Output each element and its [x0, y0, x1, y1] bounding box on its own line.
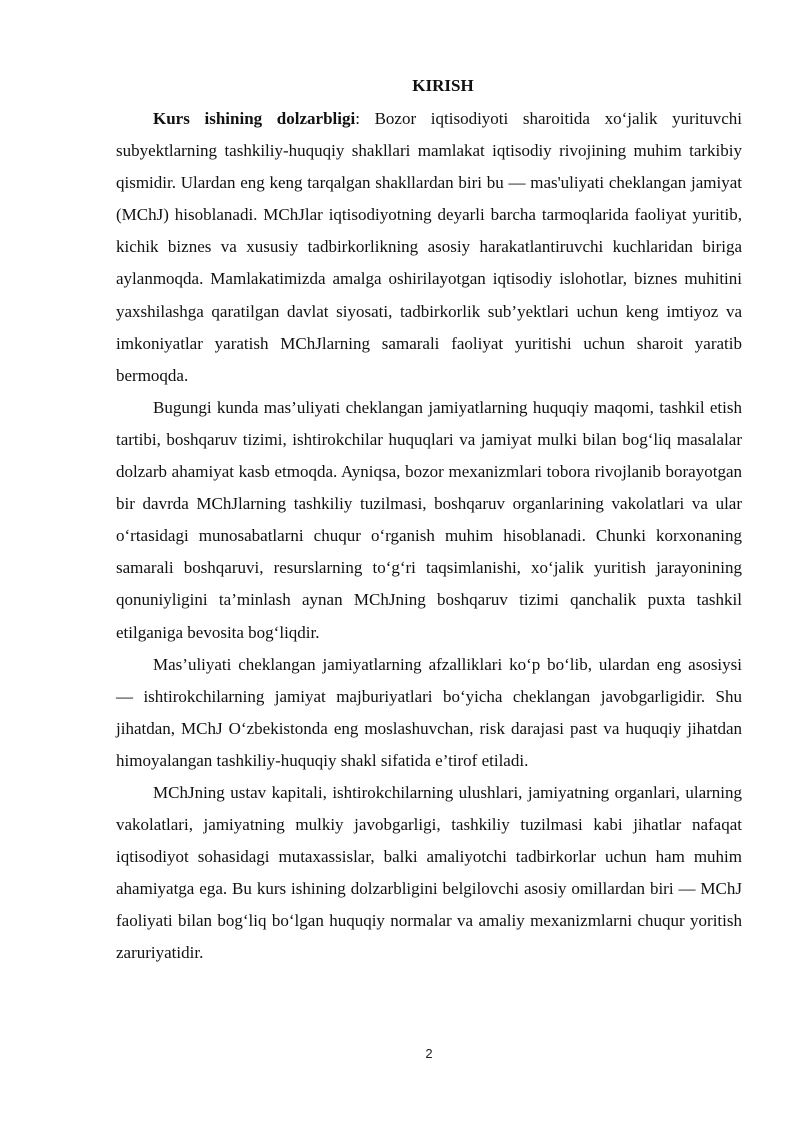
page-number: 2: [425, 1046, 433, 1061]
paragraph-legal-status: [116, 392, 742, 649]
paragraph-advantages: [116, 649, 742, 777]
paragraph-text: : Bozor iqtisodiyoti sharoitida xo‘jalik yurituvchi subyektlarning tashkiliy-huquqiy shakllari mamlakat iqtisodiy rivojining muhim tarkibiy qismidir. Ulardan eng keng tarqalgan shakllardan biri bu — mas'uliyati cheklangan jamiyat (MChJ) hisoblanadi. MChJlar iqtisodiyotning deyarli barcha tarmoqlarida faoliyat yuritib, kichik biznes va xususiy tadbirkorlikning asosiy harakatlantiruvchi kuchlaridan biriga aylanmoqda. Mamlakatimizda amalga oshirilayotgan iqtisodiy islohotlar, biznes muhitini yaxshilashga qaratilgan davlat siyosati, tadbirkorlik sub’yektlari uchun keng imtiyoz va imkoniyatlar yaratish MChJlarning samarali faoliyat yuritishi uchun sharoit yaratib bermoqda.: [116, 109, 742, 385]
paragraph-charter-capital: [116, 777, 742, 970]
paragraph-text: MChJning ustav kapitali, ishtirokchilarning ulushlari, jamiyatning organlari, ularning vakolatlari, jamiyatning mulkiy javobgarligi, tashkiliy tuzilmasi kabi jihatlar nafaqat iqtisodiyot sohasidagi mutaxassislar, balki amaliyotchi tadbirkorlar uchun ham muhim ahamiyatga ega. Bu kurs ishining dolzarbligini belgilovchi asosiy omillardan biri — MChJ faoliyati bilan bog‘liq bo‘lgan huquqiy normalar va amaliy mexanizmlarni chuqur yoritish zaruriyatidir.: [116, 782, 742, 963]
document-page: [116, 73, 742, 970]
paragraph-lead: Kurs ishining dolzarbligi: [153, 109, 356, 128]
paragraph-relevance: [116, 103, 742, 392]
paragraph-text: Bugungi kunda mas’uliyati cheklangan jamiyatlarning huquqiy maqomi, tashkil etish tartibi, boshqaruv tizimi, ishtirokchilar huquqlari va jamiyat mulki bilan bog‘liq masalalar dolzarb ahamiyat kasb etmoqda. Ayniqsa, bozor mexanizmlari tobora rivojlanib borayotgan bir davrda MChJlarning tashkiliy tuzilmasi, boshqaruv organlarining vakolatlari va ular o‘rtasidagi munosabatlarni chuqur o‘rganish muhim hisoblanadi. Chunki korxonaning samarali boshqaruvi, resurslarning to‘g‘ri taqsimlanishi, xo‘jalik yuritish jarayonining qonuniyligini ta’minlash aynan MChJning boshqaruv tizimi qanchalik puxta tashkil etilganiga bevosita bog‘liqdir.: [116, 397, 742, 642]
section-heading: KIRISH: [412, 76, 474, 95]
paragraph-text: Mas’uliyati cheklangan jamiyatlarning afzalliklari ko‘p bo‘lib, ulardan eng asosiysi — ishtirokchilarning jamiyat majburiyatlari bo‘yicha cheklangan javobgarligidir. Shu jihatdan, MChJ O‘zbekistonda eng moslashuvchan, risk darajasi past va huquqiy jihatdan himoyalangan tashkiliy-huquqiy shakl sifatida e’tirof etiladi.: [116, 654, 742, 770]
